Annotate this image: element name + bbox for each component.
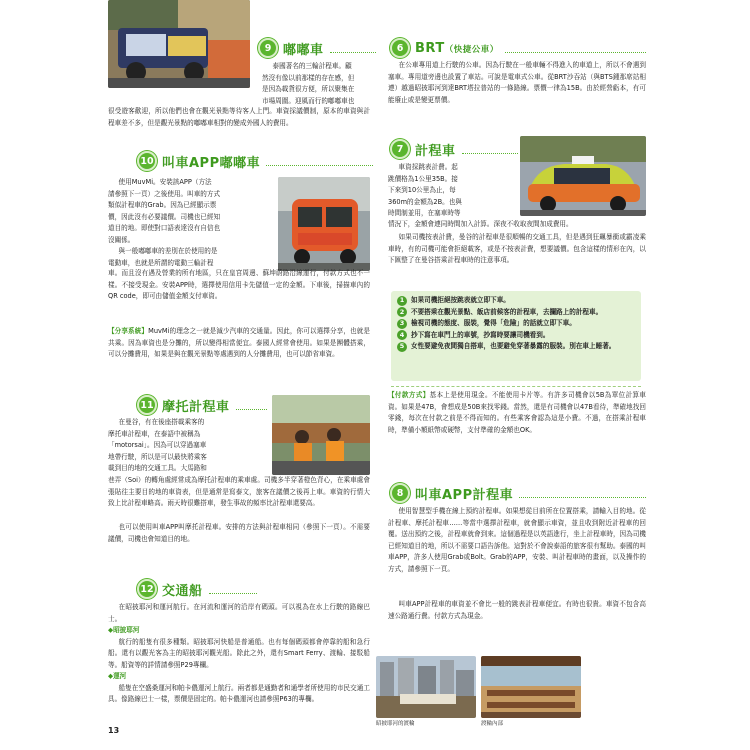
share-system-tag: 【分享系統】	[108, 327, 149, 335]
tip-item	[397, 341, 635, 352]
section-heading-brt	[390, 37, 646, 59]
tip-item	[397, 330, 635, 341]
text-line: 請參照下一頁）之後使用。叫車的方式	[108, 189, 221, 198]
section-12-sub2	[108, 671, 370, 706]
tip-number-icon: 2	[397, 307, 407, 317]
section-9-lead	[262, 61, 370, 107]
tip-number-icon: 5	[397, 342, 407, 352]
text-line: 跳價格為1公里35B。接	[388, 174, 458, 183]
heading-divider	[236, 409, 267, 410]
section-10-lead	[108, 177, 274, 269]
section-title: 計程車	[415, 143, 456, 159]
section-heading-motorbike-taxi	[137, 394, 267, 416]
tip-item	[397, 295, 635, 306]
section-number-badge: 8	[390, 483, 410, 503]
section-heading-taxi	[390, 138, 518, 160]
section-11-body2: 也可以使用叫車APP叫摩托計程車。安排的方法與計程車相同（參照下一頁）。不需要議價，司機也會知道目的地。	[108, 523, 370, 543]
heading-divider	[266, 165, 373, 166]
text-line: 使用MuvMi。安裝該APP（方法	[118, 178, 212, 186]
section-12-sub1	[108, 625, 370, 671]
text-line: 車資採跳表計費。起	[398, 163, 458, 171]
section-10-share	[108, 326, 370, 361]
ferry-interior-caption: 渡輪內部	[481, 721, 504, 727]
tip-number-icon: 3	[397, 319, 407, 329]
text-line: 道目的地。即使對口語表達沒有自信也	[108, 224, 221, 232]
taxi-tips-box	[391, 291, 641, 381]
ferry-interior-photo	[481, 656, 581, 718]
section-number-badge: 11	[137, 395, 157, 415]
text-line: 在曼谷，有在後座搭載乘客的	[118, 418, 205, 426]
share-system-text: MuvMi的理念之一就是減少汽車的交通量。因此，你可以選擇分享，也就是共乘。因為車資也是分攤的，所以變得相當便宜。泰國人經常會使用。如果是團體搭乘，可以分攤費用，如果是與在觀光景點等處遇到的人分攤費用，也可以節省車資。	[108, 327, 371, 358]
section-heading-app-taxi	[390, 482, 646, 504]
tip-number-icon: 4	[397, 330, 407, 340]
text-line: 「motorsai」。因為可以穿過塞車	[108, 441, 207, 449]
section-heading-app-tuktuk	[137, 150, 373, 172]
brt-title-small: （快捷公車）	[444, 44, 499, 55]
canal-text: 船隻在空盛桑運河和帕卡儂運河上航行。兩者都是通勤者和通學者所使用的市民交通工具。像路線巴士一樣，票價是固定的。帕卡儂運河也請參照P63的專欄。	[108, 683, 370, 703]
text-line: 摩托車計程車，在泰語中被稱為	[108, 429, 201, 438]
section-12-body: 在昭披耶河和運河航行。在河流和運河的沿岸有碼頭。可以視為在水上行駛的路線巴士。	[108, 603, 370, 623]
heading-divider	[330, 52, 376, 53]
section-6-body: 在公車專用道上行駛的公車。因為行駛在一般車輛不得進入的車道上，所以不會遇到塞車。專用道旁邊也設置了車站。可說是電車式公車。從BRT沙吞站（與BTS鍾那席站相連）越過昭披耶河到達BRT塔拉普站的一條路線。票價一律為15B。由於經營虧本，有可能廢止或是變更票價。	[388, 61, 646, 104]
ferry-photo	[376, 656, 476, 718]
tip-text: 女性要避免夜間獨自搭車，也要避免穿著暴露的服裝。別在車上睡著。	[411, 342, 616, 350]
section-11-body: 巷弄（Soi）的轉角處經常成為摩托計程車的乘車處。司機多半穿著橙色背心，在乘車處會張貼往主要目的地的車資表，但是通常是寫泰文，旅客在議價之後再上車。車資的行情大致上比計程車略高。雨天時很難搭車，發生事故的頻率比計程車還要高。	[108, 476, 370, 507]
text-line: 沒關係。	[108, 235, 135, 244]
section-number-badge: 10	[137, 151, 157, 171]
section-8-body: 使用智慧型手機在線上預約計程車。如果想從目前所在位置搭乘，請輸入目的地。從計程車、摩托計程車……等當中選擇計程車，就會顯示車資，並且收到附近計程車的回覆。送出預約之後，計程車就會到來。這個過程是以英語進行，坐上計程車時，因為司機已經知道目的地，所以不需要口語告訴他。這對於不會說泰語的旅客很有幫助。泰國的叫車APP，許多人使用Grab或Bolt。Grab的APP，安裝、叫計程車時的畫面，以及操作的方式，請參照下一頁。	[388, 507, 646, 573]
text-line: 價，因此沒有必要議價。司機也已經知	[108, 212, 221, 221]
section-number-badge: 6	[390, 38, 410, 58]
text-line: 與一般嘟嘟車的差別在於使用的是	[118, 247, 218, 255]
subheading-canal: ◆運河	[108, 672, 127, 680]
section-9-body: 很受遊客歡迎，所以他們也會在觀光景點等待客人上門。車資採議價制，原本的車資與計程車差不多，但是觀光景點的嘟嘟車相對的變成外國人的費用。	[108, 107, 370, 127]
text-line: 市場周圍。迎風而行的嘟嘟車也	[262, 96, 355, 105]
heading-divider	[505, 52, 646, 53]
section-title: 叫車APP計程車	[415, 487, 514, 503]
section-number-badge: 7	[390, 139, 410, 159]
section-title	[415, 41, 499, 56]
brt-title: BRT	[415, 40, 445, 56]
section-7-body: 情況下，金額會連同時間加入計算。深夜不收取夜間加成費用。	[388, 220, 573, 228]
tuktuk-photo	[108, 0, 250, 88]
section-8-body2: 叫車APP計程車的車資並不會比一般的跳表計程車便宜。有時也很貴。車資不包含高速公路通行費。付款方式為現金。	[388, 600, 646, 620]
tip-number-icon: 1	[397, 296, 407, 306]
section-7-body2: 如果司機按表計費，曼谷的計程車是很順暢的交通工具，但是遇到狂飆暴衝或霸凌乘車時，有的司機可能會拒絕載客，或是不按表計費，想要議價。包含這樣的情形在內，以下匯整了在曼谷搭乘計程車時的注意事項。	[388, 233, 646, 264]
section-7-payment	[388, 390, 646, 436]
section-10-body: 車。而且沒有遇及營業的所有地區，只在皇宮周邊、蘇坤蔚路沿線運行，付款方式也不一樣。不接受現金。安裝APP時，選擇使用信用卡先儲值一定的金額。下車後，掃描車內的QR code，即可由儲值金額支付車資。	[108, 269, 370, 300]
section-heading-tuktuk	[258, 37, 376, 59]
subheading-chao-phraya: ◆昭披耶河	[108, 626, 140, 634]
tip-item	[397, 307, 635, 318]
heading-divider	[519, 497, 646, 498]
text-line: 電動車，也就是所謂的電動三輪計程	[108, 258, 214, 267]
section-11-lead	[108, 417, 268, 475]
text-line: 下來到10公里為止，每	[388, 186, 456, 194]
tip-text: 如果司機拒絕按跳表就立即下車。	[411, 296, 510, 304]
dashed-divider	[391, 386, 641, 387]
text-line: 地帶行駛，所以是可以最快將乘客	[108, 452, 207, 461]
page-number: 13	[108, 726, 120, 735]
section-title: 摩托計程車	[162, 399, 230, 415]
text-line: 360m的金額為2B。也與	[388, 197, 462, 206]
tip-text: 不要搭乘在觀光景點、飯店前候客的計程車，去攔路上的計程車。	[411, 307, 603, 316]
text-line: 然沒有像以前那樣的存在感，但	[262, 73, 355, 82]
section-number-badge: 12	[137, 579, 157, 599]
heading-divider	[462, 153, 518, 154]
text-line: 時間制並用，在塞車時等	[388, 209, 461, 217]
payment-tag: 【付款方式】	[388, 391, 430, 399]
section-title: 嘟嘟車	[283, 42, 324, 58]
motorbike-taxi-photo	[272, 395, 370, 475]
chao-phraya-text: 航行的船隻有很多種類。昭披耶河快船是普通船。也有每個碼頭都會停靠的船和急行船。還有以觀光客為主的昭披耶河觀光船。除此之外，還有Smart Ferry、渡輪、接駁船等。船資等的詳情請參照P29專欄。	[108, 637, 370, 669]
section-title: 叫車APP嘟嘟車	[162, 155, 261, 171]
section-heading-ferry	[137, 578, 257, 600]
text-line: 載到目的地的交通工具。大馬路和	[108, 464, 207, 472]
section-7-lead	[388, 162, 514, 220]
text-line: 泰國著名的三輪計程車。顧	[272, 62, 352, 70]
text-line: 類似計程車的Grab。因為已經顯示票	[108, 201, 217, 209]
tip-item	[397, 318, 635, 329]
section-number-badge: 9	[258, 38, 278, 58]
section-title: 交通船	[162, 583, 203, 599]
taxi-photo	[520, 136, 646, 216]
electric-tuktuk-photo	[278, 177, 370, 271]
tip-text: 檢視司機的態度、服裝，覺得「危險」的話就立即下車。	[411, 319, 576, 327]
heading-divider	[209, 593, 257, 594]
tip-text: 抄下寫在車門上的車號，抄寫時要讓司機看到。	[411, 330, 550, 339]
payment-text: 基本上是使用現金。不能使用卡片等。有許多司機會以5B為單位計算車資。如果是47B，會想成是50B來找零錢。當然，還是有司機會以47B看待，準確地找回零錢，每次在付款之前是不得而知的。有些乘客會認為這是小費。不過，在搭乘計程車時，準備小額紙幣或硬幣，支付準確的金額也OK。	[388, 391, 646, 434]
ferry-photo-caption: 昭披耶河的渡輪	[376, 721, 415, 727]
text-line: 是因為載貨很方便，所以聚集在	[262, 85, 355, 93]
